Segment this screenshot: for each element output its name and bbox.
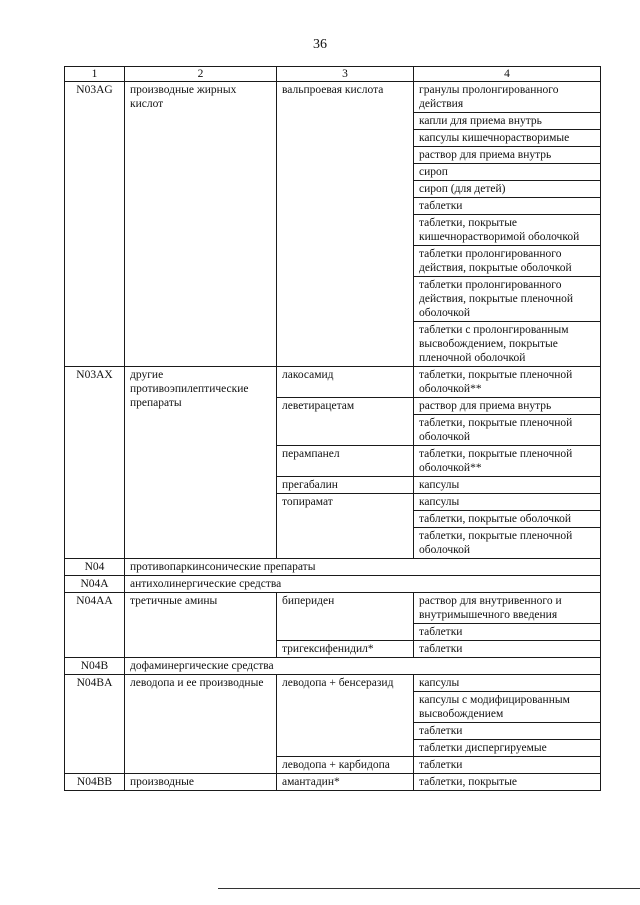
atc-code: N03AX: [65, 367, 125, 559]
dosage-form: таблетки с пролонгированным высвобождением, покрытые пленочной оболочкой: [414, 322, 601, 367]
drug-name: прегабалин: [277, 477, 414, 494]
group-name: леводопа и ее производные: [125, 675, 277, 774]
group-name: противопаркинсонические препараты: [125, 559, 601, 576]
dosage-form: таблетки, покрытые пленочной оболочкой: [414, 528, 601, 559]
dosage-form: сироп: [414, 164, 601, 181]
dosage-form: раствор для внутривенного и внутримышечного введения: [414, 593, 601, 624]
dosage-form: таблетки: [414, 624, 601, 641]
column-header-1: 1: [65, 67, 125, 82]
atc-code: N04BA: [65, 675, 125, 774]
drug-name: леводопа + бенсеразид: [277, 675, 414, 757]
dosage-form: таблетки, покрытые пленочной оболочкой**: [414, 367, 601, 398]
drug-name: топирамат: [277, 494, 414, 559]
section-row: [65, 576, 601, 593]
atc-code: N04: [65, 559, 125, 576]
dosage-form: капсулы: [414, 675, 601, 692]
dosage-form: капсулы кишечнорастворимые: [414, 130, 601, 147]
header-row: [65, 67, 601, 82]
drug-name: вальпроевая кислота: [277, 82, 414, 367]
dosage-form: таблетки, покрытые пленочной оболочкой: [414, 415, 601, 446]
column-header-4: 4: [414, 67, 601, 82]
drug-name: лакосамид: [277, 367, 414, 398]
drug-name: леводопа + карбидопа: [277, 757, 414, 774]
dosage-form: таблетки, покрытые кишечнорастворимой оболочкой: [414, 215, 601, 246]
group-name: третичные амины: [125, 593, 277, 658]
group-name: дофаминергические средства: [125, 658, 601, 675]
table-row: [65, 82, 601, 113]
medication-table: [64, 66, 601, 791]
dosage-form: капли для приема внутрь: [414, 113, 601, 130]
column-header-3: 3: [277, 67, 414, 82]
dosage-form: таблетки диспергируемые: [414, 740, 601, 757]
dosage-form: таблетки, покрытые оболочкой: [414, 511, 601, 528]
drug-name: леветирацетам: [277, 398, 414, 446]
column-header-2: 2: [125, 67, 277, 82]
dosage-form: капсулы: [414, 477, 601, 494]
dosage-form: раствор для приема внутрь: [414, 147, 601, 164]
dosage-form: сироп (для детей): [414, 181, 601, 198]
group-name: производные: [125, 774, 277, 791]
section-row: [65, 658, 601, 675]
atc-code: N04B: [65, 658, 125, 675]
table-row: [65, 593, 601, 624]
atc-code: N03AG: [65, 82, 125, 367]
group-name: другие противоэпилептические препараты: [125, 367, 277, 559]
dosage-form: таблетки пролонгированного действия, покрытые оболочкой: [414, 246, 601, 277]
atc-code: N04A: [65, 576, 125, 593]
atc-code: N04AA: [65, 593, 125, 658]
dosage-form: таблетки пролонгированного действия, покрытые пленочной оболочкой: [414, 277, 601, 322]
dosage-form: таблетки, покрытые пленочной оболочкой**: [414, 446, 601, 477]
dosage-form: гранулы пролонгированного действия: [414, 82, 601, 113]
dosage-form: капсулы с модифицированным высвобождением: [414, 692, 601, 723]
table-row: [65, 675, 601, 692]
table-body: [65, 67, 601, 791]
page-number: 36: [313, 37, 327, 52]
drug-name: перампанел: [277, 446, 414, 477]
bottom-rule: [218, 888, 640, 889]
dosage-form: таблетки: [414, 757, 601, 774]
atc-code: N04BB: [65, 774, 125, 791]
section-row: [65, 559, 601, 576]
table-row: [65, 367, 601, 398]
dosage-form: таблетки: [414, 198, 601, 215]
drug-name: тригексифенидил*: [277, 641, 414, 658]
group-name: антихолинергические средства: [125, 576, 601, 593]
dosage-form: таблетки: [414, 723, 601, 740]
dosage-form: капсулы: [414, 494, 601, 511]
dosage-form: таблетки, покрытые: [414, 774, 601, 791]
dosage-form: таблетки: [414, 641, 601, 658]
drug-name: бипериден: [277, 593, 414, 641]
dosage-form: раствор для приема внутрь: [414, 398, 601, 415]
group-name: производные жирных кислот: [125, 82, 277, 367]
drug-name: амантадин*: [277, 774, 414, 791]
table-row: [65, 774, 601, 791]
